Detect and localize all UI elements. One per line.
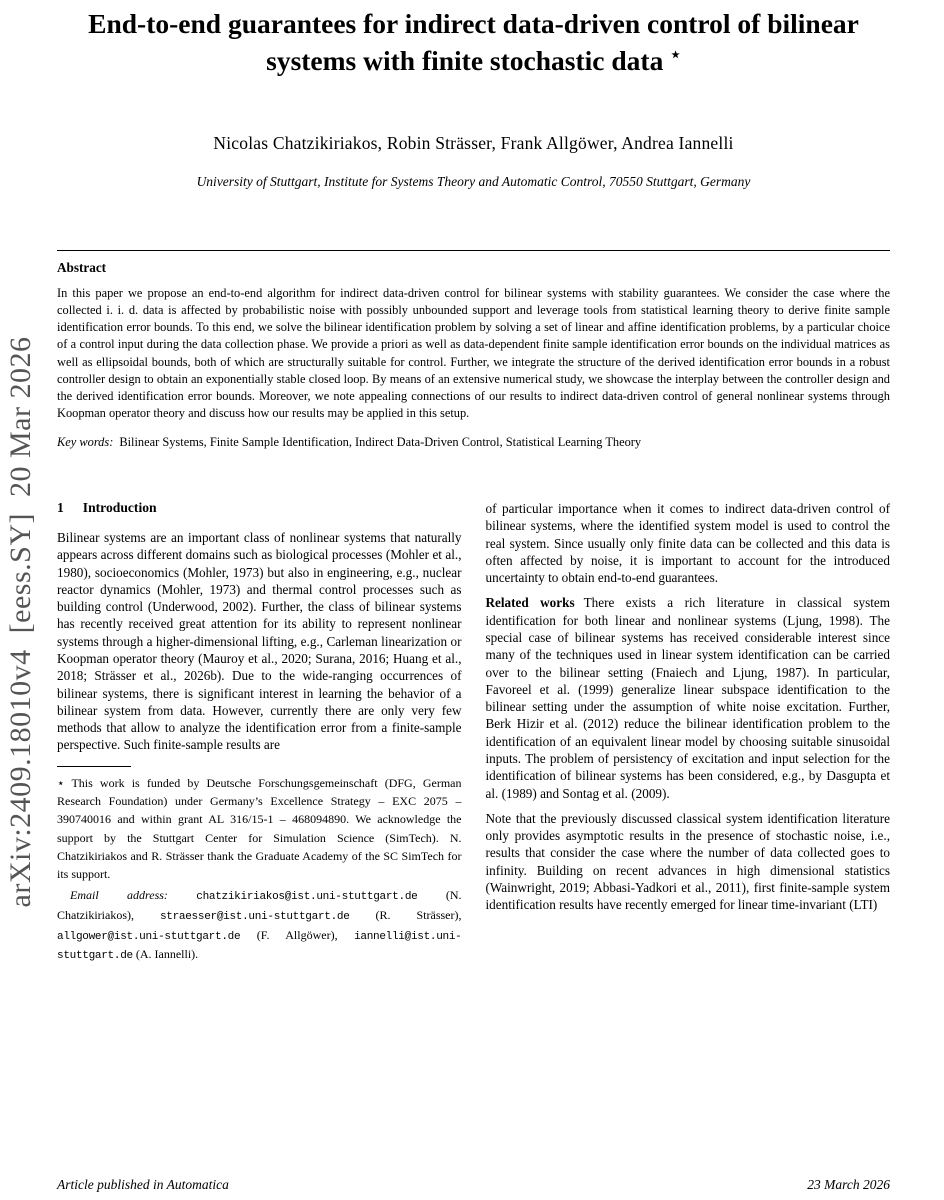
email-address-2: straesser@ist.uni-stuttgart.de — [159, 910, 350, 923]
email-owner-2: (R. Strässer), — [375, 907, 462, 922]
email-address-label: Email address: — [70, 887, 168, 902]
footnote-star-mark: ⋆ — [57, 775, 65, 790]
keywords-text: Bilinear Systems, Finite Sample Identification, Indirect Data-Driven Control, Statistical Learning Theory — [119, 435, 642, 449]
footnote-block — [57, 766, 462, 966]
abstract-top-rule — [57, 250, 890, 251]
email-address-1: chatzikiriakos@ist.uni-stuttgart.de — [196, 890, 418, 903]
affiliation-line: University of Stuttgart, Institute for Systems Theory and Automatic Control, 70550 Stuttgart, Germany — [196, 174, 751, 190]
footnote-funding-text: This work is funded by Deutsche Forschungsgemeinschaft (DFG, German Research Foundation) under Germany’s Excellence Strategy – EXC 2075 – 390740016 and within grant AL 316/15-1 – 468094890. We acknowledge the support by the Stuttgart Center for Simulation Science (SimTech). N. Chatzikiriakos and R. Strässer thank the Graduate Academy of the SC SimTech for its support. — [57, 775, 462, 882]
abstract-heading: Abstract — [57, 260, 107, 276]
footnote-emails — [57, 886, 462, 966]
classical-results-paragraph: Note that the previously discussed classical system identification literature only provides asymptotic results in the presence of stochastic noise, i.e., results that consider the case where the number of data collected goes to infinity. Building on recent advances in high dimensional statistics (Wainwright, 2019; Abbasi-Yadkori et al., 2011), first finite-sample system identification results have recently emerged for linear time-invariant (LTI) — [485, 810, 890, 913]
section-1-number: 1 — [57, 500, 64, 515]
abstract-text: In this paper we propose an end-to-end algorithm for indirect data-driven control for bilinear systems with stability guarantees. We consider the case where the collected i. i. d. data is affected by probabilistic noise with possibly unbounded support and leverage tools from statistical learning theory to derive finite sample identification error bounds. To this end, we solve the bilinear identification problem by solving a set of linear and affine identification problems, by a particular choice of a control input during the data collection phase. We provide a priori as well as data-dependent finite sample identification error bounds on the individual matrices as well as ellipsoidal bounds, both of which are structurally suitable for control. Further, we integrate the structure of the derived identification error bounds in a robust controller design to obtain an exponentially stable closed loop. By means of an extensive numerical study, we showcase the interplay between the controller design and the derived identification error bounds. Moreover, we note appealing connections of our results to indirect data-driven control of general nonlinear systems through Koopman operator theory and discuss how our results may be applied in this setup. — [57, 286, 890, 420]
section-1-title: Introduction — [82, 500, 157, 515]
email-address-3: allgower@ist.uni-stuttgart.de — [57, 930, 241, 943]
paper-title-text: End-to-end guarantees for indirect data-driven control of bilinear systems with finite stochastic data — [88, 8, 859, 76]
footnote-funding — [57, 774, 462, 884]
title-footnote-star: ⋆ — [670, 44, 681, 64]
authors-line: Nicolas Chatzikiriakos, Robin Strässer, Frank Allgöwer, Andrea Iannelli — [213, 133, 734, 154]
page-footer — [57, 1177, 890, 1193]
footer-date: 23 March 2026 — [807, 1177, 890, 1192]
paper-title — [57, 6, 890, 79]
arxiv-watermark: arXiv:2409.18010v4 [eess.SY] 20 Mar 2026 — [4, 336, 37, 908]
email-owner-1: (N. Chatzikiriakos), — [57, 887, 462, 922]
related-works-heading: Related works — [485, 595, 575, 611]
intro-continuation-paragraph: of particular importance when it comes to indirect data-driven control of bilinear systems, where the identified system model is used to control the real system. Since usually only finite data can be collected and this data is often affected by noise, it is important to account for the introduced uncertainty to obtain end-to-end guarantees. — [485, 501, 890, 586]
left-column — [57, 500, 462, 965]
related-works-paragraph — [486, 594, 891, 801]
email-owner-3: (F. Allgöwer), — [256, 927, 338, 942]
right-column — [486, 500, 891, 965]
footnote-rule — [57, 766, 131, 767]
footer-journal-note: Article published in Automatica — [57, 1177, 229, 1192]
keywords-line — [57, 435, 890, 450]
two-column-layout — [57, 500, 890, 965]
email-owner-4: (A. Iannelli). — [135, 947, 199, 962]
related-works-text: There exists a rich literature in classical system identification for both linear and nonlinear systems (Ljung, 1998). The special case of bilinear systems has received considerable interest since many of the techniques used in linear system identification can be carried over to the bilinear setting (Fnaiech and Ljung, 1987). In particular, Favoreel et al. (1999) generalize linear subspace identification to the bilinear setting under the assumption of white noise excitation. Further, Berk Hizir et al. (2012) reduce the bilinear identification problem to the identification of an equivalent linear model by choosing suitable sinusoidal inputs. The problem of persistency of excitation and input selection for the identification of bilinear systems has been considered, e.g., by Dasgupta et al. (1989) and Sontag et al. (2009). — [485, 595, 891, 801]
section-1-heading — [57, 500, 462, 516]
introduction-paragraph: Bilinear systems are an important class of nonlinear systems that naturally appears across different domains such as biological processes (Mohler et al., 1980), socioeconomics (Mohler, 1973) but also in engineering, e.g., nuclear reactor dynamics (Mohler, 1973) and thermal control processes such as building control (Underwood, 2002). Further, the class of bilinear systems has recently received great attention for its ability to represent nonlinear systems through a higher-dimensional lifting, e.g., Carleman linearization or Koopman operator theory (Mauroy et al., 2020; Surana, 2016; Huang et al., 2018; Strässer et al., 2026b). Due to the wide-ranging occurrences of bilinear systems, there is significant interest in learning the behavior of a bilinear system from data. However, currently there are only very few methods that allow to analyze the identification error from a finite-sample perspective. Such finite-sample results are — [57, 530, 462, 753]
email-address-4: iannelli@ist.uni-stuttgart.de — [57, 930, 462, 963]
paper-content — [57, 0, 890, 965]
keywords-label: Key words: — [57, 435, 114, 449]
